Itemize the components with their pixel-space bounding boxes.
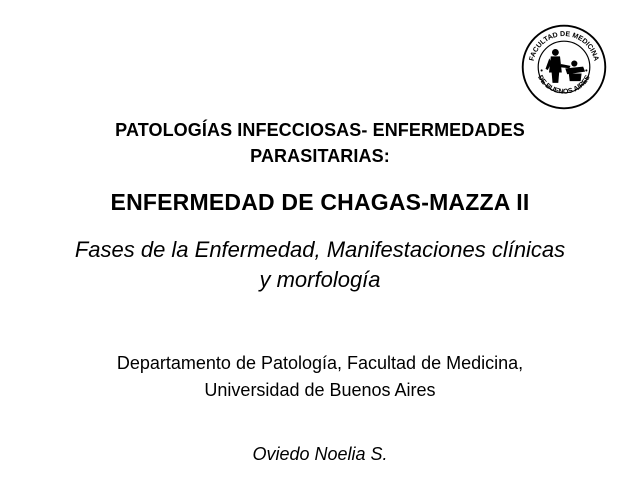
heading-line-1: PATOLOGÍAS INFECCIOSAS- ENFERMEDADES [115,120,525,140]
page-title: ENFERMEDAD DE CHAGAS-MAZZA II [110,189,530,215]
subtitle-line-2: y morfología [259,267,381,292]
department-line-1: Departamento de Patología, Facultad de Medicina, [116,353,524,373]
subtitle-line-1: Fases de la Enfermedad, Manifestaciones clínicas [74,237,566,262]
svg-text:FACULTAD DE MEDICINA: FACULTAD DE MEDICINA [528,30,600,62]
faculty-seal-logo [521,24,607,110]
department-line-2: Universidad de Buenos Aires [204,380,436,400]
heading-line-2: PARASITARIAS: [250,146,390,166]
author-name: Oviedo Noelia S. [252,444,388,464]
svg-text:DE BUENOS AIRES: DE BUENOS AIRES [536,74,592,96]
